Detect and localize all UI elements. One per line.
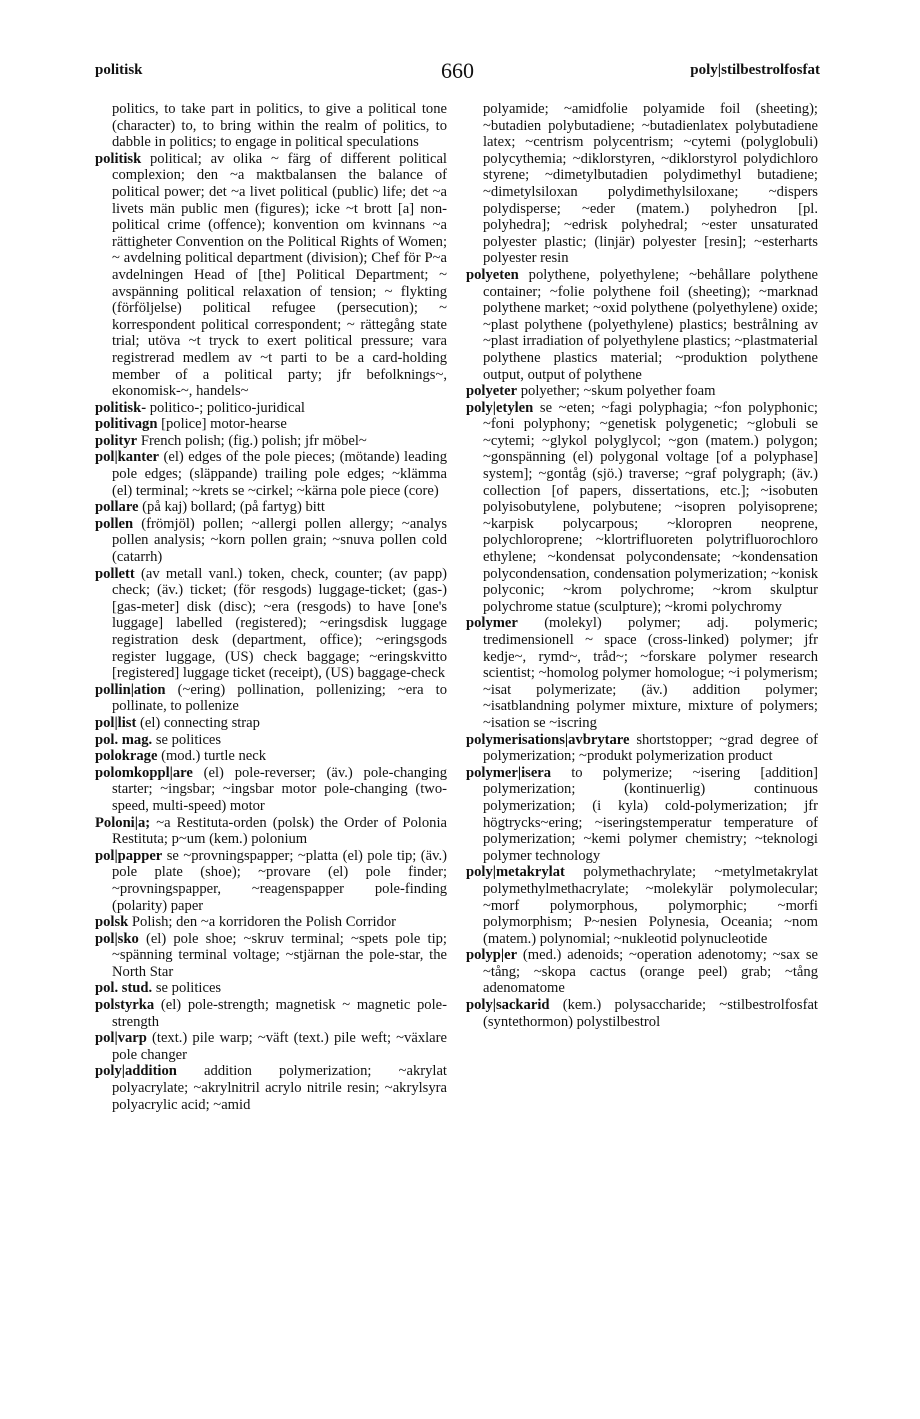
dictionary-entry: pol|list (el) connecting strap [95, 714, 260, 731]
left-column [95, 101, 447, 1113]
dictionary-entry: pollin|ation (~ering) pollination, pollenizing; ~era to pollinate, to pollenize [95, 681, 447, 715]
dictionary-entry: polymerisations|avbrytare shortstopper; ~grad degree of polymerization; ~produkt polymerization product [466, 731, 818, 765]
dictionary-entry: poly|metakrylat polymethachrylate; ~metylmetakrylat polymethylmethacrylate; ~molekylär polymolecular; ~morf polymorphous, polymorphic; ~morfi polymorphism; P~nesien Polynesia, Oceania; ~nom (matem.) polynomial; ~nukleotid polynucleotide [466, 864, 818, 947]
dictionary-entry: polymer (molekyl) polymer; adj. polymeric; tredimensionell ~ space (cross-linked) polymer; jfr kedje~, rymd~, tråd~; ~forskare polymer research scientist; ~homolog polymer homologue; ~i polymerism; ~isat polymerizate; (äv.) addition polymer; ~isatblandning polymer mixture, mixture of polymers; ~isation se ~iscring [466, 615, 818, 731]
dictionary-entry: Poloni|a; ~a Restituta-orden (polsk) the Order of Polonia Restituta; p~um (kem.) polonium [95, 814, 447, 848]
dictionary-entry: polsk Polish; den ~a korridoren the Polish Corridor [95, 914, 396, 931]
dictionary-entry: polomkoppl|are (el) pole-reverser; (äv.) pole-changing starter; ~ingsbar; ~ingsbar motor pole-changing (two-speed, multi-speed) motor [95, 764, 447, 814]
dictionary-entry: politisk political; av olika ~ färg of different political complexion; den ~a maktbalansen the balance of political power; det ~a livet political (public) life; det ~a livets män public men (figures); icke ~t brott [a] non-political crime (offence); konvention om kvinnans ~a rättigheter Convention on the Political Rights of Women; ~ avdelning political department (division); Chef för P~a avdelningen Head of [the] Political Department; ~ avspänning political relaxation of tension; ~ flykting (förföljelse) political refugee (persecution); ~ korrespondent political correspondent; ~ rättegång state trial; utöva ~t tryck to exert political pressure; vara registrerad medlem av ~t parti to be a card-holding member of a political party; jfr befolknings~, ekonomisk-~, handels~ [95, 150, 447, 400]
dictionary-entry: pol. stud. se politices [95, 980, 222, 997]
dictionary-entry: pol|papper se ~provningspapper; ~platta (el) pole tip; (äv.) pole plate (shoe); ~provare (el) pole finder; ~provningspapper, ~reagenspapper pole-finding (polarity) paper [95, 847, 447, 914]
dictionary-entry: polyeter polyether; ~skum polyether foam [466, 383, 716, 400]
dictionary-entry: politics, to take part in politics, to give a political tone (character) to, to bring within the realm of politics, to dabble in politics; to engage in political speculations [112, 101, 447, 151]
dictionary-entry: pol|kanter (el) edges of the pole pieces; (mötande) leading pole edges; (släppande) trailing pole edges; ~klämma (el) terminal; ~krets se ~cirkel; ~kärna pole piece (core) [95, 449, 447, 499]
dictionary-entry: pol. mag. se politices [95, 731, 222, 748]
dictionary-entry: polyp|er (med.) adenoids; ~operation adenotomy; ~sax se ~tång; ~skopa cactus (orange peel) grab; ~tång adenomatome [466, 947, 818, 997]
dictionary-entry: polstyrka (el) pole-strength; magnetisk ~ magnetic pole-strength [95, 997, 447, 1030]
dictionary-entry: poly|etylen se ~eten; ~fagi polyphagia; ~fon polyphonic; ~foni polyphony; ~genetisk polygenetic; ~globuli se ~cytemi; ~glykol polyglycol; ~gon (matem.) polygon; ~gonspänning (el) polygonal voltage [of a polyphase] system]; ~gontåg (sjö.) traverse; ~graf polygraph; (äv.) collection [of papers, dissertations, etc.]; ~isobuten polyisobutylene, polybutene; ~isopren polyisoprene; ~karpisk polycarpous; ~kloropren neoprene, polychloroprene; ~klortrifluoreten polytrifluorochloro ethylene; ~kondensat polycondensate; ~kondensation polycondensation, condensation polymerization; ~konisk polyconic; ~krom polychrome; ~krom skulptur polychrome statue (sculpture); ~kromi polychromy [466, 399, 818, 615]
dictionary-entry: politisk- politico-; politico-juridical [95, 399, 305, 416]
dictionary-entry: pollen (frömjöl) pollen; ~allergi pollen allergy; ~analys pollen analysis; ~korn pollen grain; ~snuva pollen cold (catarrh) [95, 515, 448, 566]
dictionary-entry: pol|sko (el) pole shoe; ~skruv terminal; ~spets pole tip; ~spänning terminal voltage; ~stjärnan the pole-star, the North Star [95, 930, 447, 980]
dictionary-entry: pollett (av metall vanl.) token, check, counter; (av papp) check; (äv.) ticket; (för resgods) luggage-ticket; (gas-) [gas-meter] disk (disc); ~era (resgods) to have [one's luggage] labelled (registered); ~eringsdisk luggage registration desk (department, office); ~eringsgods register luggage, (US) check baggage; ~eringskvitto [registered] luggage ticket (receipt), (US) baggage-check [95, 565, 447, 682]
dictionary-entry: polityr French polish; (fig.) polish; jfr möbel~ [95, 432, 367, 449]
dictionary-entry: politivagn [police] motor-hearse [95, 416, 287, 433]
left-guide-word: politisk [95, 62, 143, 78]
page-header [95, 60, 820, 86]
page-number: 660 [441, 58, 474, 83]
dictionary-entry: pol|varp (text.) pile warp; ~väft (text.) pile weft; ~växlare pole changer [95, 1030, 447, 1063]
dictionary-entry: polyamide; ~amidfolie polyamide foil (sheeting); ~butadien polybutadiene; ~butadienlatex polybutadiene latex; ~centrism polycentrism; ~cytemi (polyglobuli) polycythemia; ~diklorstyren, ~diklorstyrol polydichloro styrene; ~dimetylbutadien polydimethyl butadiene; ~dimetylsiloxan polydimethylsiloxane; ~dispers polydisperse; ~eder (matem.) polyhedron [pl. polyhedra]; ~edrisk polyhedral; ~ester unsaturated polyester plastic; (linjär) polyester [resin]; ~esterharts polyester resin [483, 101, 818, 267]
dictionary-entry: poly|addition addition polymerization; ~akrylat polyacrylate; ~akrylnitril acrylo nitrile resin; ~akrylsyra polyacrylic acid; ~amid [95, 1063, 447, 1113]
dictionary-entry: poly|sackarid (kem.) polysaccharide; ~stilbestrolfosfat (syntethormon) polystilbestrol [466, 997, 818, 1030]
dictionary-entry: pollare (på kaj) bollard; (på fartyg) bitt [95, 499, 325, 516]
dictionary-entry: polymer|isera to polymerize; ~isering [addition] polymerization; (kontinuerlig) continuous polymerization; (i kyla) cold-polymerization; jfr högtrycks~ering; ~iseringstemperatur temperature of polymerization; ~kemi polymer chemistry; ~teknologi polymer technology [466, 764, 818, 864]
dictionary-entry: polyeten polythene, polyethylene; ~behållare polythene container; ~folie polythene foil (sheeting); ~marknad polythene market; ~oxid polythene (polyethylene) oxide; ~plast polythene (polyethylene) plastics; bestrålning av ~plast irradiation of polyethylene plastics; ~plastmaterial polythene plastics material; ~produktion polythene output, output of polythene [466, 266, 818, 383]
dictionary-entry: polokrage (mod.) turtle neck [95, 748, 267, 765]
right-guide-word: poly|stilbestrolfosfat [690, 62, 820, 78]
right-column [466, 101, 818, 1030]
